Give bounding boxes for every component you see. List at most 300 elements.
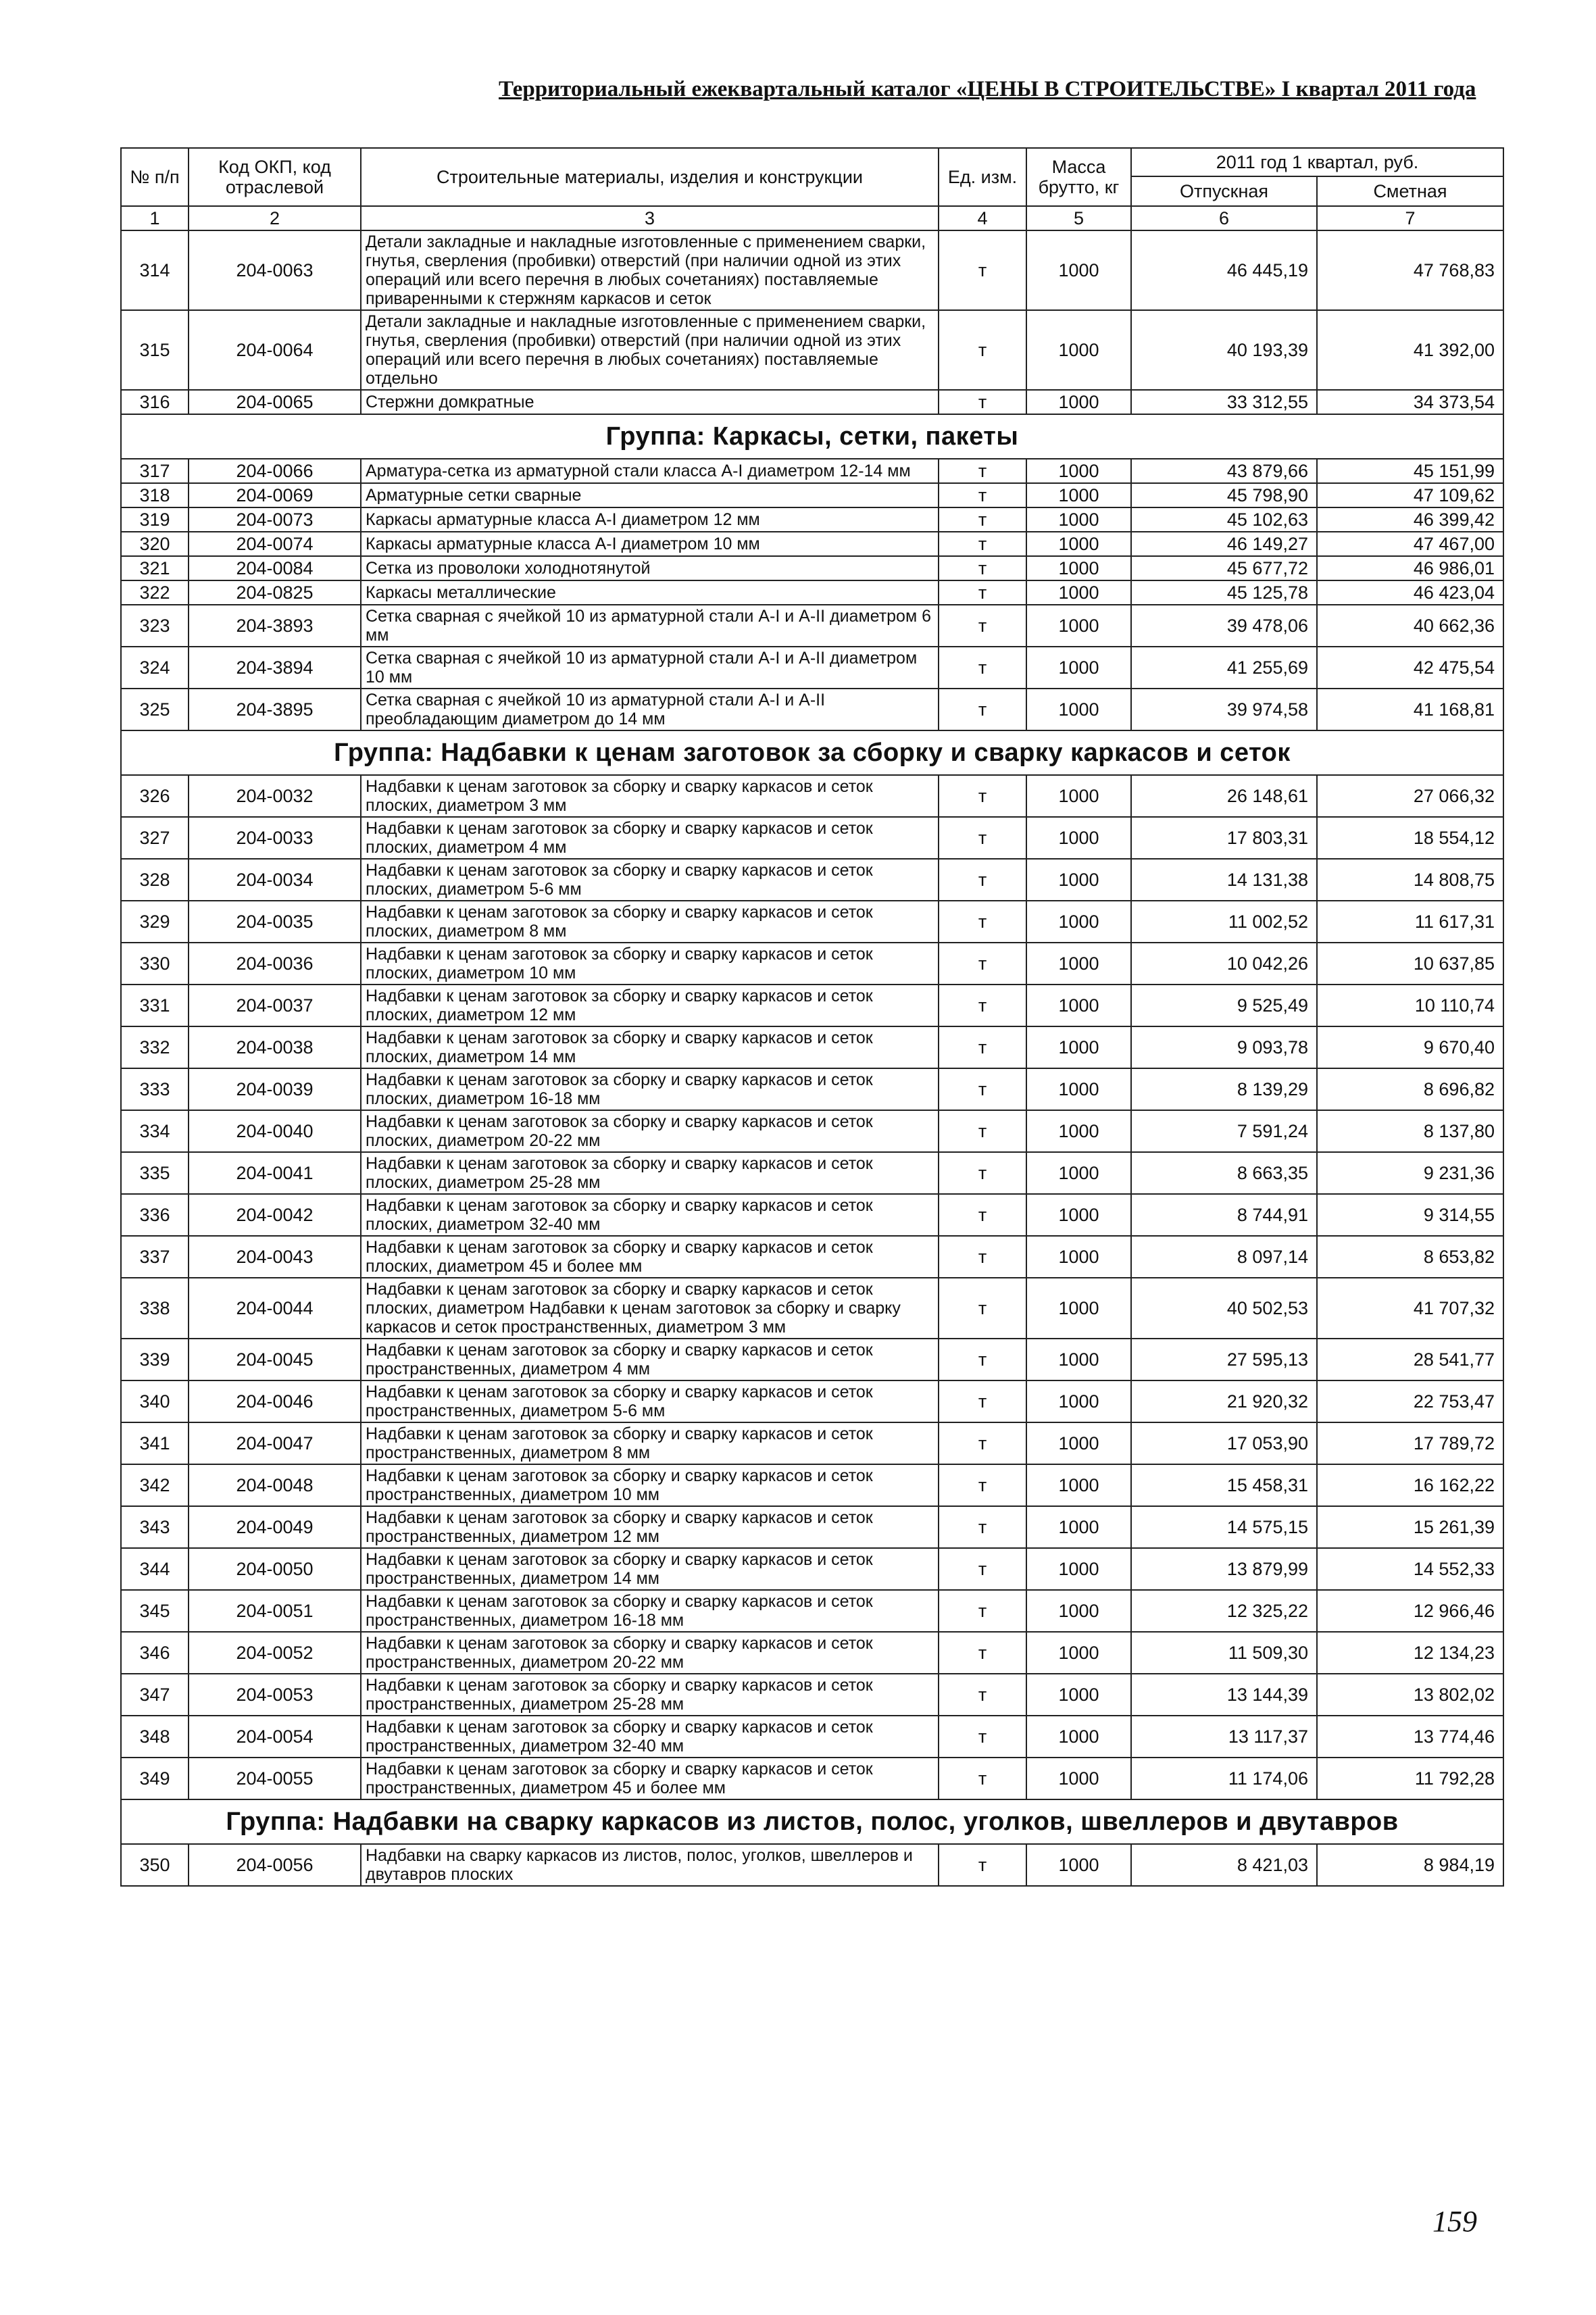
row-code-cell: 204-0032 (189, 775, 361, 817)
row-release-price-cell: 11 174,06 (1131, 1758, 1317, 1799)
row-estimate-price-cell: 8 984,19 (1317, 1844, 1503, 1886)
row-code-cell: 204-0045 (189, 1339, 361, 1380)
row-unit-cell: т (939, 310, 1026, 390)
row-name-cell: Надбавки на сварку каркасов из листов, полос, уголков, швеллеров и двутавров плоских (361, 1844, 939, 1886)
row-code-cell: 204-0046 (189, 1380, 361, 1422)
row-mass-cell: 1000 (1026, 1110, 1131, 1152)
row-name-cell: Стержни домкратные (361, 390, 939, 414)
row-unit-cell: т (939, 1548, 1026, 1590)
row-name-cell: Надбавки к ценам заготовок за сборку и сварку каркасов и сеток пространственных, диаметром 25-28 мм (361, 1674, 939, 1716)
row-number-cell: 334 (121, 1110, 189, 1152)
row-estimate-price-cell: 28 541,77 (1317, 1339, 1503, 1380)
row-release-price-cell: 17 053,90 (1131, 1422, 1317, 1464)
row-unit-cell: т (939, 1194, 1026, 1236)
row-code-cell: 204-0039 (189, 1068, 361, 1110)
row-name-cell: Надбавки к ценам заготовок за сборку и сварку каркасов и сеток плоских, диаметром 12 мм (361, 985, 939, 1026)
row-name-cell: Надбавки к ценам заготовок за сборку и сварку каркасов и сеток пространственных, диаметром 14 мм (361, 1548, 939, 1590)
row-name-cell: Надбавки к ценам заготовок за сборку и сварку каркасов и сеток плоских, диаметром 45 и более мм (361, 1236, 939, 1278)
page-header-title: Территориальный ежеквартальный каталог «ЦЕНЫ В СТРОИТЕЛЬСТВЕ» I квартал 2011 года (499, 77, 1476, 101)
row-code-cell: 204-3893 (189, 605, 361, 647)
row-code-cell: 204-0825 (189, 580, 361, 605)
row-unit-cell: т (939, 1464, 1026, 1506)
row-code-cell: 204-0069 (189, 483, 361, 507)
row-mass-cell: 1000 (1026, 1194, 1131, 1236)
row-number-cell: 323 (121, 605, 189, 647)
row-unit-cell: т (939, 1339, 1026, 1380)
row-code-cell: 204-0050 (189, 1548, 361, 1590)
row-estimate-price-cell: 14 552,33 (1317, 1548, 1503, 1590)
row-number-cell: 348 (121, 1716, 189, 1758)
row-number-cell: 315 (121, 310, 189, 390)
col-header-name: Строительные материалы, изделия и конструкции (361, 148, 939, 206)
row-unit-cell: т (939, 859, 1026, 901)
row-name-cell: Детали закладные и накладные изготовленные с применением сварки, гнутья, сверления (пробивки) отверстий (при наличии одной из этих операций или всего перечня в любых сочетаниях) поставляемые приваренными к стержням каркасов и сеток (361, 230, 939, 310)
row-estimate-price-cell: 13 774,46 (1317, 1716, 1503, 1758)
column-index-cell: 4 (939, 206, 1026, 230)
col-header-period: 2011 год 1 квартал, руб. (1131, 148, 1503, 176)
row-number-cell: 342 (121, 1464, 189, 1506)
row-release-price-cell: 41 255,69 (1131, 647, 1317, 689)
row-unit-cell: т (939, 1236, 1026, 1278)
row-release-price-cell: 13 144,39 (1131, 1674, 1317, 1716)
table-row (121, 1422, 1503, 1464)
row-mass-cell: 1000 (1026, 1548, 1131, 1590)
row-code-cell: 204-0043 (189, 1236, 361, 1278)
row-unit-cell: т (939, 483, 1026, 507)
table-row (121, 556, 1503, 580)
column-index-cell: 2 (189, 206, 361, 230)
table-row (121, 532, 1503, 556)
row-code-cell: 204-0084 (189, 556, 361, 580)
table-row (121, 1152, 1503, 1194)
row-mass-cell: 1000 (1026, 390, 1131, 414)
row-number-cell: 331 (121, 985, 189, 1026)
table-row (121, 1339, 1503, 1380)
row-mass-cell: 1000 (1026, 1632, 1131, 1674)
row-mass-cell: 1000 (1026, 1236, 1131, 1278)
row-name-cell: Надбавки к ценам заготовок за сборку и сварку каркасов и сеток плоских, диаметром 25-28 мм (361, 1152, 939, 1194)
row-number-cell: 319 (121, 507, 189, 532)
row-unit-cell: т (939, 1632, 1026, 1674)
row-name-cell: Каркасы арматурные класса А-I диаметром 10 мм (361, 532, 939, 556)
row-unit-cell: т (939, 230, 1026, 310)
group-header-row (121, 414, 1503, 459)
row-number-cell: 347 (121, 1674, 189, 1716)
row-number-cell: 337 (121, 1236, 189, 1278)
row-code-cell: 204-0051 (189, 1590, 361, 1632)
row-number-cell: 330 (121, 943, 189, 985)
row-release-price-cell: 46 149,27 (1131, 532, 1317, 556)
col-header-num: № п/п (121, 148, 189, 206)
row-estimate-price-cell: 41 168,81 (1317, 689, 1503, 730)
row-unit-cell: т (939, 1716, 1026, 1758)
row-number-cell: 320 (121, 532, 189, 556)
row-mass-cell: 1000 (1026, 1506, 1131, 1548)
row-mass-cell: 1000 (1026, 1278, 1131, 1339)
row-name-cell: Надбавки к ценам заготовок за сборку и сварку каркасов и сеток плоских, диаметром 10 мм (361, 943, 939, 985)
row-code-cell: 204-0037 (189, 985, 361, 1026)
row-code-cell: 204-3894 (189, 647, 361, 689)
row-name-cell: Каркасы арматурные класса А-I диаметром 12 мм (361, 507, 939, 532)
row-name-cell: Сетка из проволоки холоднотянутой (361, 556, 939, 580)
table-row (121, 985, 1503, 1026)
row-code-cell: 204-0065 (189, 390, 361, 414)
row-name-cell: Надбавки к ценам заготовок за сборку и сварку каркасов и сеток плоских, диаметром 4 мм (361, 817, 939, 859)
row-release-price-cell: 9 525,49 (1131, 985, 1317, 1026)
table-row (121, 1506, 1503, 1548)
row-code-cell: 204-0053 (189, 1674, 361, 1716)
table-row (121, 1278, 1503, 1339)
row-release-price-cell: 9 093,78 (1131, 1026, 1317, 1068)
row-release-price-cell: 39 974,58 (1131, 689, 1317, 730)
row-estimate-price-cell: 12 966,46 (1317, 1590, 1503, 1632)
row-name-cell: Надбавки к ценам заготовок за сборку и сварку каркасов и сеток пространственных, диаметром 16-18 мм (361, 1590, 939, 1632)
row-unit-cell: т (939, 507, 1026, 532)
row-release-price-cell: 46 445,19 (1131, 230, 1317, 310)
row-unit-cell: т (939, 901, 1026, 943)
row-code-cell: 204-0054 (189, 1716, 361, 1758)
table-row (121, 1110, 1503, 1152)
table-row (121, 310, 1503, 390)
table-row (121, 459, 1503, 483)
row-name-cell: Арматурные сетки сварные (361, 483, 939, 507)
row-name-cell: Надбавки к ценам заготовок за сборку и сварку каркасов и сеток плоских, диаметром Надбавки к ценам заготовок за сборку и сварку каркасов и сеток пространственных, диаметром 3 мм (361, 1278, 939, 1339)
row-name-cell: Сетка сварная с ячейкой 10 из арматурной стали А-I и А-II диаметром 6 мм (361, 605, 939, 647)
column-index-cell: 1 (121, 206, 189, 230)
row-release-price-cell: 40 193,39 (1131, 310, 1317, 390)
row-unit-cell: т (939, 689, 1026, 730)
row-estimate-price-cell: 46 399,42 (1317, 507, 1503, 532)
row-release-price-cell: 17 803,31 (1131, 817, 1317, 859)
row-number-cell: 349 (121, 1758, 189, 1799)
row-estimate-price-cell: 13 802,02 (1317, 1674, 1503, 1716)
row-mass-cell: 1000 (1026, 1339, 1131, 1380)
row-mass-cell: 1000 (1026, 1152, 1131, 1194)
row-release-price-cell: 26 148,61 (1131, 775, 1317, 817)
row-code-cell: 204-0044 (189, 1278, 361, 1339)
row-estimate-price-cell: 42 475,54 (1317, 647, 1503, 689)
row-estimate-price-cell: 9 314,55 (1317, 1194, 1503, 1236)
row-estimate-price-cell: 47 467,00 (1317, 532, 1503, 556)
row-name-cell: Каркасы металлические (361, 580, 939, 605)
row-release-price-cell: 11 509,30 (1131, 1632, 1317, 1674)
row-mass-cell: 1000 (1026, 817, 1131, 859)
row-unit-cell: т (939, 1068, 1026, 1110)
row-name-cell: Надбавки к ценам заготовок за сборку и сварку каркасов и сеток плоских, диаметром 16-18 мм (361, 1068, 939, 1110)
table-row (121, 390, 1503, 414)
table-row (121, 943, 1503, 985)
row-release-price-cell: 39 478,06 (1131, 605, 1317, 647)
row-mass-cell: 1000 (1026, 1422, 1131, 1464)
row-number-cell: 332 (121, 1026, 189, 1068)
row-mass-cell: 1000 (1026, 483, 1131, 507)
row-number-cell: 333 (121, 1068, 189, 1110)
row-unit-cell: т (939, 532, 1026, 556)
col-header-release-price: Отпускная (1131, 176, 1317, 206)
table-row (121, 507, 1503, 532)
row-number-cell: 339 (121, 1339, 189, 1380)
table-row (121, 230, 1503, 310)
row-mass-cell: 1000 (1026, 532, 1131, 556)
column-index-row (121, 206, 1503, 230)
row-estimate-price-cell: 8 653,82 (1317, 1236, 1503, 1278)
table-row (121, 901, 1503, 943)
row-number-cell: 322 (121, 580, 189, 605)
row-mass-cell: 1000 (1026, 459, 1131, 483)
table-row (121, 1716, 1503, 1758)
group-header-row (121, 1799, 1503, 1844)
row-estimate-price-cell: 17 789,72 (1317, 1422, 1503, 1464)
column-index-cell: 5 (1026, 206, 1131, 230)
row-code-cell: 204-0048 (189, 1464, 361, 1506)
row-estimate-price-cell: 46 986,01 (1317, 556, 1503, 580)
row-release-price-cell: 45 677,72 (1131, 556, 1317, 580)
row-estimate-price-cell: 46 423,04 (1317, 580, 1503, 605)
column-index-cell: 7 (1317, 206, 1503, 230)
table-row (121, 1236, 1503, 1278)
row-unit-cell: т (939, 1758, 1026, 1799)
row-code-cell: 204-0074 (189, 532, 361, 556)
row-number-cell: 341 (121, 1422, 189, 1464)
price-catalog-table (120, 147, 1504, 1887)
row-name-cell: Надбавки к ценам заготовок за сборку и сварку каркасов и сеток пространственных, диаметром 12 мм (361, 1506, 939, 1548)
row-code-cell: 204-0042 (189, 1194, 361, 1236)
row-name-cell: Детали закладные и накладные изготовленные с применением сварки, гнутья, сверления (пробивки) отверстий (при наличии одной из этих операций или всего перечня в любых сочетаниях) поставляемые отдельно (361, 310, 939, 390)
table-row (121, 605, 1503, 647)
row-unit-cell: т (939, 605, 1026, 647)
row-unit-cell: т (939, 943, 1026, 985)
row-name-cell: Надбавки к ценам заготовок за сборку и сварку каркасов и сеток пространственных, диаметром 4 мм (361, 1339, 939, 1380)
row-number-cell: 326 (121, 775, 189, 817)
row-number-cell: 335 (121, 1152, 189, 1194)
row-name-cell: Надбавки к ценам заготовок за сборку и сварку каркасов и сеток плоских, диаметром 3 мм (361, 775, 939, 817)
row-release-price-cell: 14 131,38 (1131, 859, 1317, 901)
row-mass-cell: 1000 (1026, 901, 1131, 943)
row-release-price-cell: 13 879,99 (1131, 1548, 1317, 1590)
row-estimate-price-cell: 41 392,00 (1317, 310, 1503, 390)
row-code-cell: 204-0034 (189, 859, 361, 901)
row-release-price-cell: 14 575,15 (1131, 1506, 1317, 1548)
row-estimate-price-cell: 12 134,23 (1317, 1632, 1503, 1674)
row-release-price-cell: 27 595,13 (1131, 1339, 1317, 1380)
row-mass-cell: 1000 (1026, 1844, 1131, 1886)
row-release-price-cell: 11 002,52 (1131, 901, 1317, 943)
row-unit-cell: т (939, 459, 1026, 483)
row-estimate-price-cell: 18 554,12 (1317, 817, 1503, 859)
table-row (121, 689, 1503, 730)
table-row (121, 1380, 1503, 1422)
row-code-cell: 204-0049 (189, 1506, 361, 1548)
row-mass-cell: 1000 (1026, 1068, 1131, 1110)
row-release-price-cell: 13 117,37 (1131, 1716, 1317, 1758)
row-mass-cell: 1000 (1026, 859, 1131, 901)
row-number-cell: 325 (121, 689, 189, 730)
table-row (121, 483, 1503, 507)
row-release-price-cell: 40 502,53 (1131, 1278, 1317, 1339)
row-estimate-price-cell: 10 110,74 (1317, 985, 1503, 1026)
row-number-cell: 336 (121, 1194, 189, 1236)
table-body (121, 230, 1503, 1886)
row-mass-cell: 1000 (1026, 580, 1131, 605)
row-estimate-price-cell: 11 617,31 (1317, 901, 1503, 943)
row-code-cell: 204-0052 (189, 1632, 361, 1674)
col-header-unit: Ед. изм. (939, 148, 1026, 206)
row-estimate-price-cell: 47 109,62 (1317, 483, 1503, 507)
row-release-price-cell: 10 042,26 (1131, 943, 1317, 985)
row-mass-cell: 1000 (1026, 985, 1131, 1026)
row-number-cell: 344 (121, 1548, 189, 1590)
row-unit-cell: т (939, 580, 1026, 605)
col-header-mass: Масса брутто, кг (1026, 148, 1131, 206)
table-row (121, 1026, 1503, 1068)
group-header-row (121, 730, 1503, 775)
row-release-price-cell: 7 591,24 (1131, 1110, 1317, 1152)
column-index-cell: 3 (361, 206, 939, 230)
row-release-price-cell: 8 744,91 (1131, 1194, 1317, 1236)
row-mass-cell: 1000 (1026, 1380, 1131, 1422)
row-release-price-cell: 45 798,90 (1131, 483, 1317, 507)
table-row (121, 775, 1503, 817)
row-code-cell: 204-0055 (189, 1758, 361, 1799)
table-row (121, 647, 1503, 689)
row-mass-cell: 1000 (1026, 1464, 1131, 1506)
table-row (121, 1758, 1503, 1799)
row-estimate-price-cell: 47 768,83 (1317, 230, 1503, 310)
table-row (121, 1068, 1503, 1110)
row-name-cell: Надбавки к ценам заготовок за сборку и сварку каркасов и сеток пространственных, диаметром 8 мм (361, 1422, 939, 1464)
row-name-cell: Сетка сварная с ячейкой 10 из арматурной стали А-I и А-II преобладающим диаметром до 14 мм (361, 689, 939, 730)
row-mass-cell: 1000 (1026, 775, 1131, 817)
row-release-price-cell: 8 421,03 (1131, 1844, 1317, 1886)
page-number: 159 (1432, 2205, 1477, 2238)
row-number-cell: 318 (121, 483, 189, 507)
col-header-code: Код ОКП, код отраслевой (189, 148, 361, 206)
row-release-price-cell: 8 663,35 (1131, 1152, 1317, 1194)
table-row (121, 817, 1503, 859)
row-estimate-price-cell: 45 151,99 (1317, 459, 1503, 483)
row-unit-cell: т (939, 775, 1026, 817)
row-unit-cell: т (939, 556, 1026, 580)
row-code-cell: 204-0064 (189, 310, 361, 390)
row-estimate-price-cell: 14 808,75 (1317, 859, 1503, 901)
row-number-cell: 340 (121, 1380, 189, 1422)
row-mass-cell: 1000 (1026, 230, 1131, 310)
row-release-price-cell: 43 879,66 (1131, 459, 1317, 483)
row-mass-cell: 1000 (1026, 1758, 1131, 1799)
row-estimate-price-cell: 11 792,28 (1317, 1758, 1503, 1799)
row-name-cell: Надбавки к ценам заготовок за сборку и сварку каркасов и сеток пространственных, диаметром 45 и более мм (361, 1758, 939, 1799)
row-name-cell: Надбавки к ценам заготовок за сборку и сварку каркасов и сеток плоских, диаметром 14 мм (361, 1026, 939, 1068)
row-code-cell: 204-0047 (189, 1422, 361, 1464)
row-number-cell: 350 (121, 1844, 189, 1886)
row-unit-cell: т (939, 647, 1026, 689)
row-name-cell: Надбавки к ценам заготовок за сборку и сварку каркасов и сеток пространственных, диаметром 10 мм (361, 1464, 939, 1506)
row-estimate-price-cell: 10 637,85 (1317, 943, 1503, 985)
row-release-price-cell: 45 125,78 (1131, 580, 1317, 605)
row-number-cell: 346 (121, 1632, 189, 1674)
row-release-price-cell: 8 139,29 (1131, 1068, 1317, 1110)
row-number-cell: 324 (121, 647, 189, 689)
row-unit-cell: т (939, 1422, 1026, 1464)
row-mass-cell: 1000 (1026, 1716, 1131, 1758)
row-release-price-cell: 33 312,55 (1131, 390, 1317, 414)
row-number-cell: 329 (121, 901, 189, 943)
row-number-cell: 321 (121, 556, 189, 580)
row-number-cell: 316 (121, 390, 189, 414)
row-mass-cell: 1000 (1026, 507, 1131, 532)
row-code-cell: 204-0036 (189, 943, 361, 985)
row-release-price-cell: 15 458,31 (1131, 1464, 1317, 1506)
row-code-cell: 204-0041 (189, 1152, 361, 1194)
row-mass-cell: 1000 (1026, 1026, 1131, 1068)
row-name-cell: Надбавки к ценам заготовок за сборку и сварку каркасов и сеток плоских, диаметром 20-22 мм (361, 1110, 939, 1152)
row-estimate-price-cell: 16 162,22 (1317, 1464, 1503, 1506)
row-number-cell: 338 (121, 1278, 189, 1339)
row-code-cell: 204-0035 (189, 901, 361, 943)
row-name-cell: Надбавки к ценам заготовок за сборку и сварку каркасов и сеток плоских, диаметром 8 мм (361, 901, 939, 943)
col-header-estimate-price: Сметная (1317, 176, 1503, 206)
row-mass-cell: 1000 (1026, 689, 1131, 730)
row-release-price-cell: 45 102,63 (1131, 507, 1317, 532)
row-unit-cell: т (939, 985, 1026, 1026)
table-row (121, 1590, 1503, 1632)
row-unit-cell: т (939, 1506, 1026, 1548)
row-estimate-price-cell: 8 137,80 (1317, 1110, 1503, 1152)
row-name-cell: Надбавки к ценам заготовок за сборку и сварку каркасов и сеток плоских, диаметром 32-40 мм (361, 1194, 939, 1236)
row-name-cell: Сетка сварная с ячейкой 10 из арматурной стали А-I и А-II диаметром 10 мм (361, 647, 939, 689)
group-title: Группа: Надбавки на сварку каркасов из листов, полос, уголков, швеллеров и двутавров (121, 1799, 1503, 1844)
table-row (121, 1464, 1503, 1506)
row-unit-cell: т (939, 1026, 1026, 1068)
row-code-cell: 204-0040 (189, 1110, 361, 1152)
row-unit-cell: т (939, 1278, 1026, 1339)
row-code-cell: 204-0066 (189, 459, 361, 483)
row-name-cell: Надбавки к ценам заготовок за сборку и сварку каркасов и сеток плоских, диаметром 5-6 мм (361, 859, 939, 901)
row-name-cell: Надбавки к ценам заготовок за сборку и сварку каркасов и сеток пространственных, диаметром 5-6 мм (361, 1380, 939, 1422)
group-title: Группа: Каркасы, сетки, пакеты (121, 414, 1503, 459)
row-code-cell: 204-3895 (189, 689, 361, 730)
row-release-price-cell: 12 325,22 (1131, 1590, 1317, 1632)
row-unit-cell: т (939, 1110, 1026, 1152)
row-name-cell: Надбавки к ценам заготовок за сборку и сварку каркасов и сеток пространственных, диаметром 20-22 мм (361, 1632, 939, 1674)
row-unit-cell: т (939, 1152, 1026, 1194)
row-mass-cell: 1000 (1026, 556, 1131, 580)
table-row (121, 1674, 1503, 1716)
table-row (121, 859, 1503, 901)
row-mass-cell: 1000 (1026, 647, 1131, 689)
row-mass-cell: 1000 (1026, 1674, 1131, 1716)
row-mass-cell: 1000 (1026, 310, 1131, 390)
row-code-cell: 204-0056 (189, 1844, 361, 1886)
row-unit-cell: т (939, 390, 1026, 414)
table-row (121, 1194, 1503, 1236)
table-row (121, 1844, 1503, 1886)
row-estimate-price-cell: 9 670,40 (1317, 1026, 1503, 1068)
row-estimate-price-cell: 9 231,36 (1317, 1152, 1503, 1194)
row-number-cell: 314 (121, 230, 189, 310)
row-number-cell: 345 (121, 1590, 189, 1632)
row-code-cell: 204-0038 (189, 1026, 361, 1068)
header-row (121, 148, 1503, 176)
row-estimate-price-cell: 41 707,32 (1317, 1278, 1503, 1339)
table-row (121, 580, 1503, 605)
row-mass-cell: 1000 (1026, 1590, 1131, 1632)
group-title: Группа: Надбавки к ценам заготовок за сборку и сварку каркасов и сеток (121, 730, 1503, 775)
row-name-cell: Надбавки к ценам заготовок за сборку и сварку каркасов и сеток пространственных, диаметром 32-40 мм (361, 1716, 939, 1758)
column-index-cell: 6 (1131, 206, 1317, 230)
row-code-cell: 204-0073 (189, 507, 361, 532)
row-unit-cell: т (939, 1590, 1026, 1632)
